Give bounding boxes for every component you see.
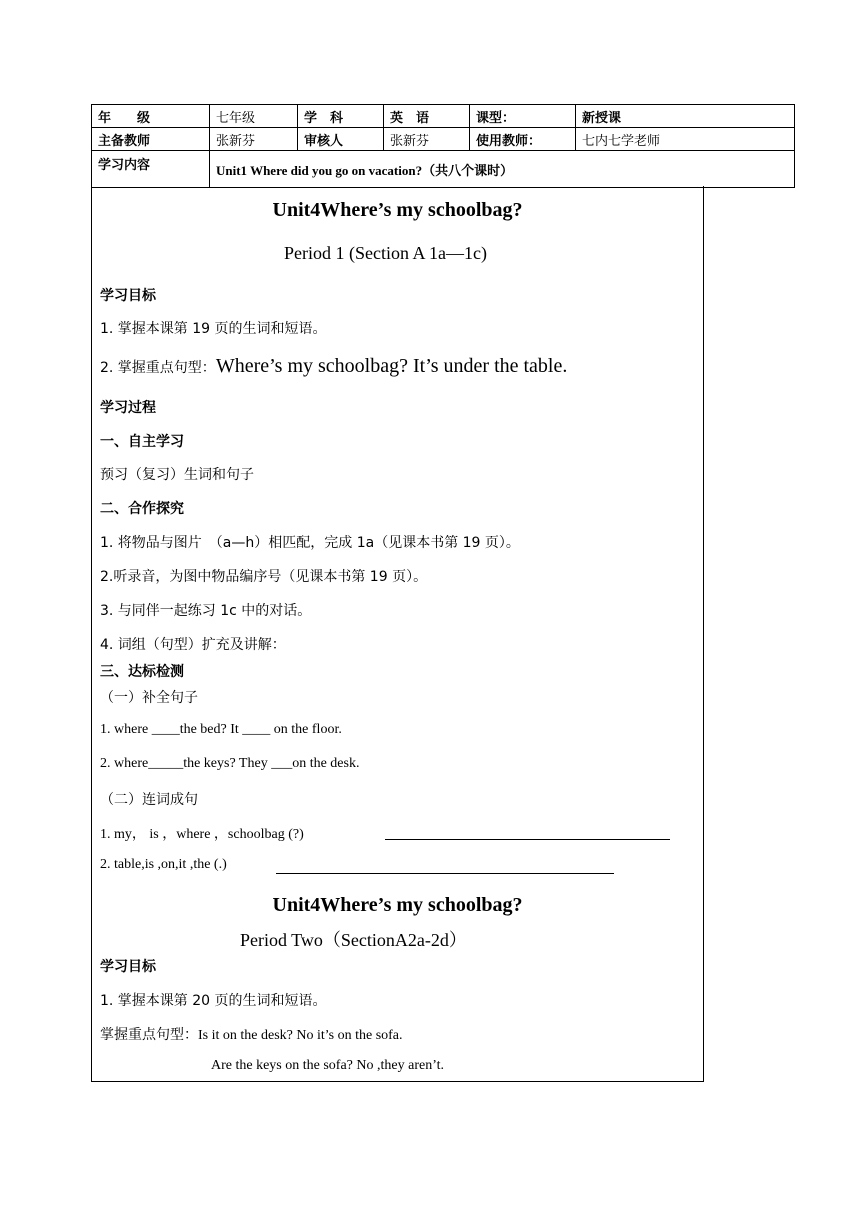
- coop-heading: 二、合作探究: [100, 501, 184, 517]
- self-study-heading: 一、自主学习: [100, 434, 184, 450]
- period1-subtitle: Period 1 (Section A 1a—1c): [284, 243, 487, 263]
- answer-line-2: [276, 873, 614, 874]
- order-sentence-2: 2. table,is ,on,it ,the (.): [100, 857, 227, 872]
- content-label: 学习内容: [92, 151, 210, 188]
- lead-teacher-label: 主备教师: [92, 128, 210, 151]
- fill-sentence-2: 2. where_____the keys? They ___on the desk.: [100, 756, 360, 771]
- period2-goal-2-prefix: 掌握重点句型：: [100, 1027, 198, 1043]
- answer-line-1: [385, 839, 670, 840]
- user-teacher-label: 使用教师：: [470, 128, 576, 151]
- lesson-info-table: [91, 104, 795, 188]
- reviewer-value: 张新芬: [384, 128, 470, 151]
- period2-goal-1: 1. 掌握本课第 20 页的生词和短语。: [100, 993, 327, 1009]
- lesson-type-label: 课型：: [470, 105, 576, 128]
- period1-title: Unit4Where’s my schoolbag?: [272, 199, 523, 221]
- lesson-type-value: 新授课: [576, 105, 795, 128]
- period1-goal-2: [100, 355, 567, 378]
- coop-item-1: 1. 将物品与图片 （a—h）相匹配，完成 1a（见课本书第 19 页）。: [100, 535, 520, 551]
- order-heading: （二）连词成句: [100, 792, 198, 808]
- fill-sentence-1: 1. where ____the bed? It ____ on the floor.: [100, 722, 342, 737]
- coop-item-4: 4. 词组（句型）扩充及讲解：: [100, 637, 286, 653]
- coop-item-3: 3. 与同伴一起练习 1c 中的对话。: [100, 603, 312, 619]
- self-study-text: 预习（复习）生词和句子: [100, 467, 254, 483]
- order-sentence-1: 1. my， is ，where ，schoolbag (?): [100, 827, 304, 842]
- period2-goal-2: [100, 1024, 403, 1044]
- period1-goal-2-sentence: Where’s my schoolbag? It’s under the table.: [215, 355, 568, 377]
- subject-value: 英 语: [384, 105, 470, 128]
- content-value: Unit1 Where did you go on vacation?（共八个课时）: [210, 151, 795, 188]
- check-heading: 三、达标检测: [100, 664, 184, 680]
- period2-subtitle: Period Two（SectionA2a-2d）: [240, 930, 467, 950]
- grade-label: 年 级: [92, 105, 210, 128]
- grade-value: 七年级: [210, 105, 298, 128]
- fill-heading: （一）补全句子: [100, 690, 198, 706]
- period2-goal-3: Are the keys on the sofa? No ,they aren’t.: [211, 1058, 444, 1073]
- subject-label: 学 科: [298, 105, 384, 128]
- period1-goal-2-prefix: 2. 掌握重点句型：: [100, 360, 216, 376]
- lead-teacher-value: 张新芬: [210, 128, 298, 151]
- process-heading: 学习过程: [100, 400, 156, 416]
- user-teacher-value: 七内七学老师: [576, 128, 795, 151]
- coop-item-2: 2.听录音，为图中物品编序号（见课本书第 19 页）。: [100, 569, 428, 585]
- period2-title: Unit4Where’s my schoolbag?: [272, 894, 523, 916]
- period2-goals-heading: 学习目标: [100, 959, 156, 975]
- period1-goal-1: 1. 掌握本课第 19 页的生词和短语。: [100, 321, 327, 337]
- period2-goal-2-sentence: Is it on the desk? No it’s on the sofa.: [198, 1028, 403, 1043]
- period1-goals-heading: 学习目标: [100, 288, 156, 304]
- reviewer-label: 审核人: [298, 128, 384, 151]
